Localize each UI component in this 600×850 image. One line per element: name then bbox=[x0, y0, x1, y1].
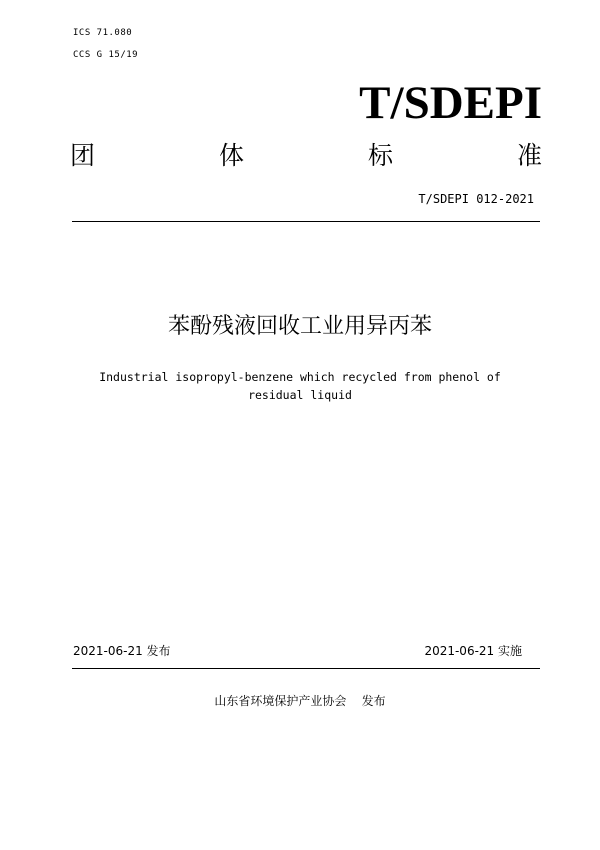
ccs-code: CCS G 15/19 bbox=[73, 50, 139, 60]
issuer-line: 山东省环境保护产业协会 发布 bbox=[214, 694, 386, 708]
standard-type-heading bbox=[70, 141, 542, 171]
english-title bbox=[70, 368, 530, 404]
chinese-title: 苯酚残液回收工业用异丙苯 bbox=[167, 314, 432, 339]
publish-date: 2021-06-21 发布 bbox=[73, 644, 171, 658]
standard-type-char: 准 bbox=[516, 141, 542, 170]
ics-code: ICS 71.080 bbox=[73, 28, 133, 38]
standard-type-char: 标 bbox=[367, 141, 393, 170]
english-title-line: residual liquid bbox=[248, 388, 352, 402]
standard-type-char: 团 bbox=[70, 141, 96, 170]
implement-date: 2021-06-21 实施 bbox=[424, 644, 522, 658]
top-divider bbox=[72, 221, 540, 222]
standard-number: T/SDEPI 012-2021 bbox=[418, 192, 534, 206]
standard-type-char: 体 bbox=[218, 141, 244, 170]
standard-code-logo: T/SDEPI bbox=[359, 77, 542, 129]
bottom-divider bbox=[72, 668, 540, 669]
english-title-line: Industrial isopropyl-benzene which recycled from phenol of bbox=[99, 370, 501, 384]
